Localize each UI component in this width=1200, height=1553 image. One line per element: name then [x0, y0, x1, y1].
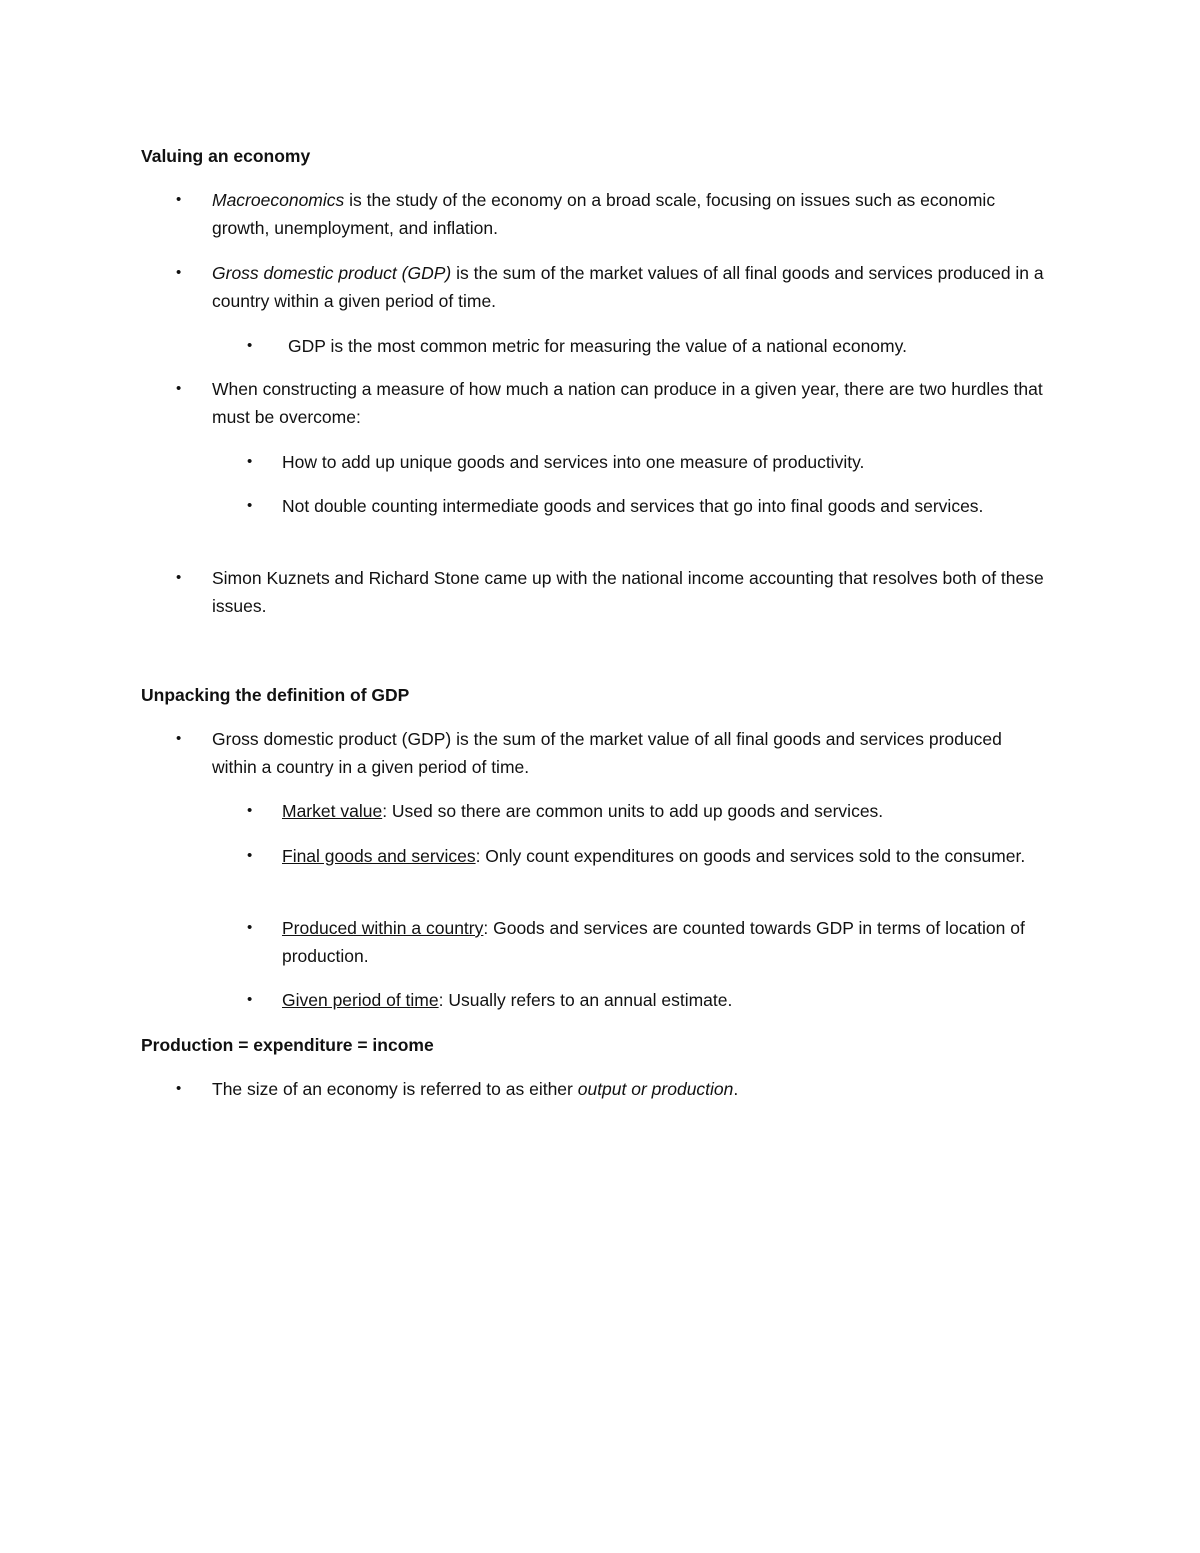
bullet-icon: • [176, 191, 182, 208]
list-item-gdp-full-definition: Gross domestic product (GDP) is the sum of the market value of all final goods and services produced within a country in a given period of time. [212, 729, 1002, 777]
term-produced-within: Produced within a country [282, 918, 484, 938]
bullet-icon: • [247, 802, 253, 819]
item-text: is the sum of the market values of all final goods and services produced in a country within a given period of time. [212, 263, 1044, 311]
term-given-period: Given period of time [282, 990, 439, 1010]
term-final-goods: Final goods and services [282, 846, 476, 866]
list-item-kuznets-stone: Simon Kuznets and Richard Stone came up with the national income accounting that resolves both of these issues. [212, 568, 1044, 616]
list-item-economy-size [212, 1075, 1047, 1103]
bullet-icon: • [247, 919, 253, 936]
term-macroeconomics: Macroeconomics [212, 190, 345, 210]
bullet-icon: • [247, 497, 253, 514]
list-item-produced-within [282, 914, 1047, 970]
section-heading-production-expenditure-income: Production = expenditure = income [141, 1035, 434, 1055]
item-text: : Goods and services are counted towards GDP in terms of location of production. [282, 918, 1025, 966]
item-text: . [733, 1079, 739, 1099]
item-text: : Only count expenditures on goods and services sold to the consumer. [475, 846, 1026, 866]
list-item-macroeconomics [212, 186, 1047, 242]
bullet-icon: • [247, 337, 253, 354]
list-item-add-goods: How to add up unique goods and services into one measure of productivity. [282, 452, 865, 472]
bullet-icon: • [176, 730, 182, 747]
list-item-hurdles: When constructing a measure of how much a nation can produce in a given year, there are two hurdles that must be overcome: [212, 379, 1043, 427]
list-item-given-period [282, 986, 1047, 1014]
list-item-double-counting: Not double counting intermediate goods and services that go into final goods and services. [282, 496, 984, 516]
list-item-final-goods [282, 842, 1047, 870]
term-output-production: output or production [577, 1079, 734, 1099]
bullet-icon: • [247, 847, 253, 864]
item-text: : Usually refers to an annual estimate. [438, 990, 733, 1010]
item-text: : Used so there are common units to add up goods and services. [382, 801, 884, 821]
section-heading-unpacking-gdp: Unpacking the definition of GDP [141, 685, 410, 705]
list-item-gdp-metric: GDP is the most common metric for measuring the value of a national economy. [288, 336, 907, 356]
bullet-icon: • [176, 1080, 182, 1097]
list-item-market-value [282, 797, 1047, 825]
bullet-icon: • [176, 380, 182, 397]
section-heading-valuing-economy: Valuing an economy [141, 146, 311, 166]
bullet-icon: • [247, 991, 253, 1008]
term-gdp: Gross domestic product (GDP) [212, 263, 452, 283]
bullet-icon: • [176, 569, 182, 586]
term-market-value: Market value [282, 801, 383, 821]
item-text: is the study of the economy on a broad scale, focusing on issues such as economic growth, unemployment, and inflation. [212, 190, 996, 238]
bullet-icon: • [176, 264, 182, 281]
item-text: The size of an economy is referred to as either [212, 1079, 578, 1099]
bullet-icon: • [247, 453, 253, 470]
list-item-gdp-definition [212, 259, 1047, 315]
